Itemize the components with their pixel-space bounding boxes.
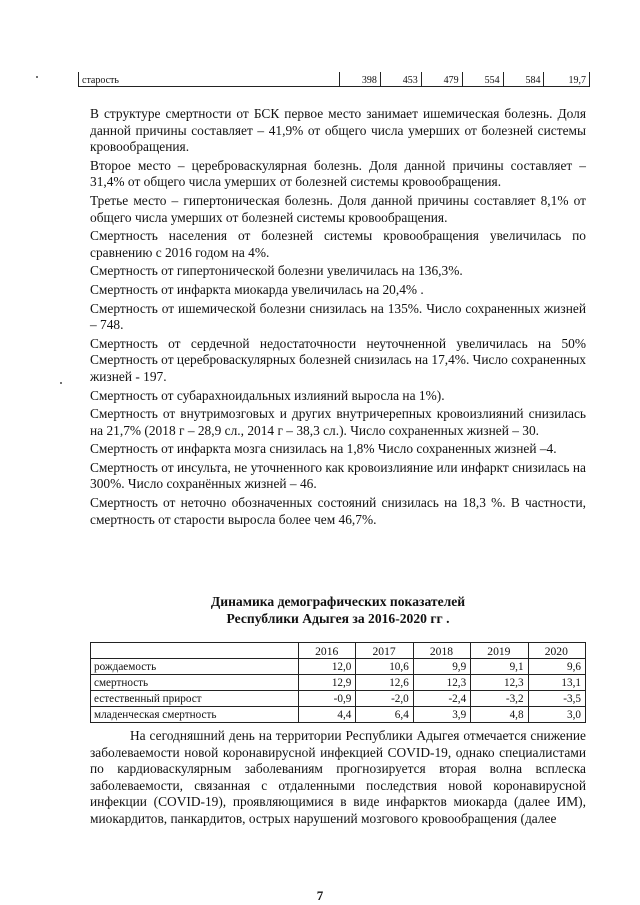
table-cell: 13,1 — [528, 675, 585, 691]
row-label: младенческая смертность — [91, 707, 299, 723]
table-cell: 19,7 — [544, 72, 590, 87]
section-title — [90, 593, 586, 627]
paragraph: Смертность от сердечной недостаточности неуточненной увеличилась на 50% Смертность от цереброваскулярных болезней снизилась на 17,4%. Число сохраненных жизней - 197. — [90, 335, 586, 384]
scan-speck — [60, 382, 62, 384]
table-row — [79, 72, 590, 87]
scan-speck — [36, 76, 38, 78]
table-cell: 12,9 — [299, 675, 356, 691]
body-text — [90, 106, 586, 530]
paragraph: Смертность от ишемической болезни снизилась на 135%. Число сохраненных жизней – 748. — [90, 300, 586, 333]
paragraph: Третье место – гипертоническая болезнь. Доля данной причины составляет 8,1% от общего числа умерших от болезней системы кровообращения. — [90, 192, 586, 225]
table-cell: 12,0 — [299, 659, 356, 675]
row-label-old-age: старость — [79, 72, 340, 87]
section-title-line: Динамика демографических показателей — [210, 594, 466, 609]
closing-text — [90, 728, 586, 828]
paragraph: В структуре смертности от БСК первое место занимает ишемическая болезнь. Доля данной причины составляет – 41,9% от общего числа умерших от болезней системы кровообращения. — [90, 106, 586, 155]
table-cell: 584 — [503, 72, 544, 87]
row-label: естественный прирост — [91, 691, 299, 707]
table-cell: -3,5 — [528, 691, 585, 707]
table-row — [91, 707, 586, 723]
table-cell: 9,6 — [528, 659, 585, 675]
paragraph: Смертность от неточно обозначенных состояний снизилась на 18,3 %. В частности, смертность от старости выросла более чем 46,7%. — [90, 495, 586, 527]
year-header: 2017 — [356, 643, 413, 659]
table-cell: 479 — [421, 72, 462, 87]
table-cell: 4,4 — [299, 707, 356, 723]
table-cell: -3,2 — [471, 691, 528, 707]
paragraph: Второе место – цереброваскулярная болезнь. Доля данной причины составляет – 31,4% от общего числа умерших от болезней системы кровообращения. — [90, 157, 586, 190]
page-number: 7 — [316, 888, 324, 903]
table-cell: -2,4 — [413, 691, 470, 707]
table-row — [91, 659, 586, 675]
table-cell: 453 — [380, 72, 421, 87]
table-cell: 12,6 — [356, 675, 413, 691]
paragraph: Смертность от субарахноидальных излияний выросла на 1%). — [90, 387, 445, 403]
table-cell: 9,9 — [413, 659, 470, 675]
table-cell: 6,4 — [356, 707, 413, 723]
table-cell: 554 — [462, 72, 503, 87]
table-header-row — [91, 643, 586, 659]
paragraph: Смертность от внутримозговых и других внутричерепных кровоизлияний снизилась на 21,7% (2018 г – 28,9 сл., 2014 г – 38,3 сл.). Число сохраненных жизней – 30. — [90, 406, 586, 438]
paragraph: Смертность населения от болезней системы кровообращения увеличилась по сравнению с 2016 годом на 4%. — [90, 228, 586, 260]
paragraph: Смертность от гипертонической болезни увеличилась на 136,3%. — [90, 263, 463, 279]
section-title-line: Республики Адыгея за 2016-2020 гг . — [226, 611, 450, 626]
table-cell: 12,3 — [471, 675, 528, 691]
row-label: рождаемость — [91, 659, 299, 675]
table-cell: 9,1 — [471, 659, 528, 675]
demographics-table — [90, 642, 586, 723]
table-cell: 3,0 — [528, 707, 585, 723]
paragraph: На сегодняшний день на территории Республики Адыгея отмечается снижение заболеваемости новой коронавирусной инфекцией COVID-19, однако специалистами по кардиоваскулярным заболеваниям прогнозируется вторая волна всплеска заболеваемости, связанная с отдаленными последствия новой коронавирусной инфекции (COVID-19), проявляющимися в виде инфарктов миокарда (далее ИМ), миокардитов, панкардитов, острых нарушений мозгового кровообращения (далее — [90, 728, 586, 826]
year-header: 2016 — [299, 643, 356, 659]
table-row — [91, 691, 586, 707]
header-empty-cell — [91, 643, 299, 659]
year-header: 2019 — [471, 643, 528, 659]
row-label: смертность — [91, 675, 299, 691]
table-cell: 12,3 — [413, 675, 470, 691]
top-table-fragment — [78, 72, 590, 87]
year-header: 2020 — [528, 643, 585, 659]
paragraph: Смертность от инфаркта мозга снизилась на 1,8% Число сохраненных жизней –4. — [90, 441, 557, 457]
table-cell: -0,9 — [299, 691, 356, 707]
paragraph: Смертность от инфаркта миокарда увеличилась на 20,4% . — [90, 281, 424, 297]
paragraph: Смертность от инсульта, не уточненного как кровоизлияние или инфаркт снизилась на 300%. Число сохранённых жизней – 46. — [90, 459, 586, 492]
table-cell: 3,9 — [413, 707, 470, 723]
table-cell: 10,6 — [356, 659, 413, 675]
table-row — [91, 675, 586, 691]
table-cell: 4,8 — [471, 707, 528, 723]
year-header: 2018 — [413, 643, 470, 659]
table-cell: 398 — [340, 72, 381, 87]
table-cell: -2,0 — [356, 691, 413, 707]
